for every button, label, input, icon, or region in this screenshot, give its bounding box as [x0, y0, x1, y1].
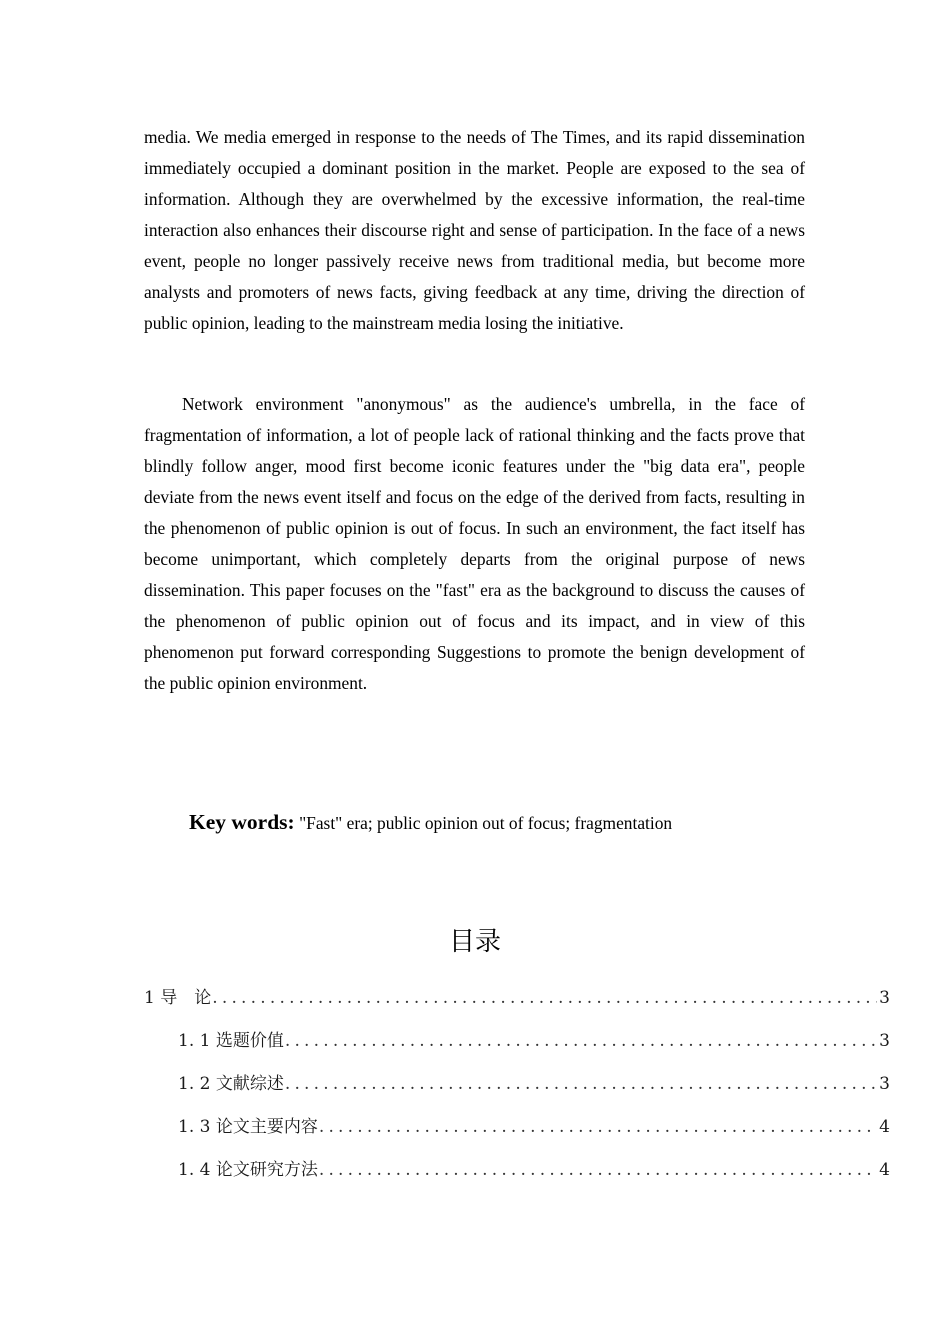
- toc-title: 目录: [448, 927, 501, 957]
- toc-page-number: 3: [879, 1074, 890, 1094]
- toc-entry-literature-review[interactable]: [178, 1072, 890, 1096]
- keywords-line: [189, 806, 672, 839]
- keywords-value: "Fast" era; public opinion out of focus; fragmentation: [299, 813, 673, 833]
- abstract-paragraph-2: Network environment "anonymous" as the audience's umbrella, in the face of fragmentation of information, a lot of people lack of rational thinking and the facts prove that blindly follow anger, mood first become iconic features under the "big data era", people deviate from the news event itself and focus on the edge of the derived from facts, resulting in the phenomenon of public opinion is out of focus. In such an environment, the fact itself has become unimportant, which completely departs from the original purpose of news dissemination. This paper focuses on the "fast" era as the background to discuss the causes of the phenomenon of public opinion out of focus and its impact, and in view of this phenomenon put forward corresponding Suggestions to promote the benign development of the public opinion environment.: [144, 394, 805, 693]
- toc-entry-label: 1. 1 选题价值: [178, 1031, 284, 1051]
- toc-dot-leader: [319, 1158, 877, 1182]
- toc-entry-label: 1. 2 文献综述: [178, 1074, 284, 1094]
- toc-dot-leader: [319, 1115, 877, 1139]
- toc-page-number: 3: [879, 1031, 890, 1051]
- toc-entry-topic-value[interactable]: [178, 1029, 890, 1053]
- toc-dot-leader: [285, 1029, 877, 1053]
- toc-page-number: 4: [879, 1160, 890, 1180]
- toc-page-number: 3: [879, 988, 890, 1008]
- toc-entry-label: 1 导 论: [144, 988, 212, 1008]
- toc-entry-research-methods[interactable]: [178, 1158, 890, 1182]
- toc-entry-label: 1. 4 论文研究方法: [178, 1160, 318, 1180]
- toc-dot-leader: [285, 1072, 877, 1096]
- toc-entry-main-content[interactable]: [178, 1115, 890, 1139]
- keywords-label: Key words:: [189, 810, 295, 834]
- abstract-paragraph-1: media. We media emerged in response to the needs of The Times, and its rapid dissemination immediately occupied a dominant position in the market. People are exposed to the sea of information. Although they are overwhelmed by the excessive information, the real-time interaction also enhances their discourse right and sense of participation. In the face of a news event, people no longer passively receive news from traditional media, but become more analysts and promoters of news facts, giving feedback at any time, driving the direction of public opinion, leading to the mainstream media losing the initiative.: [144, 127, 805, 333]
- toc-dot-leader: [212, 986, 877, 1010]
- toc-entry-introduction[interactable]: [144, 986, 890, 1010]
- toc-entry-label: 1. 3 论文主要内容: [178, 1117, 318, 1137]
- toc-page-number: 4: [879, 1117, 890, 1137]
